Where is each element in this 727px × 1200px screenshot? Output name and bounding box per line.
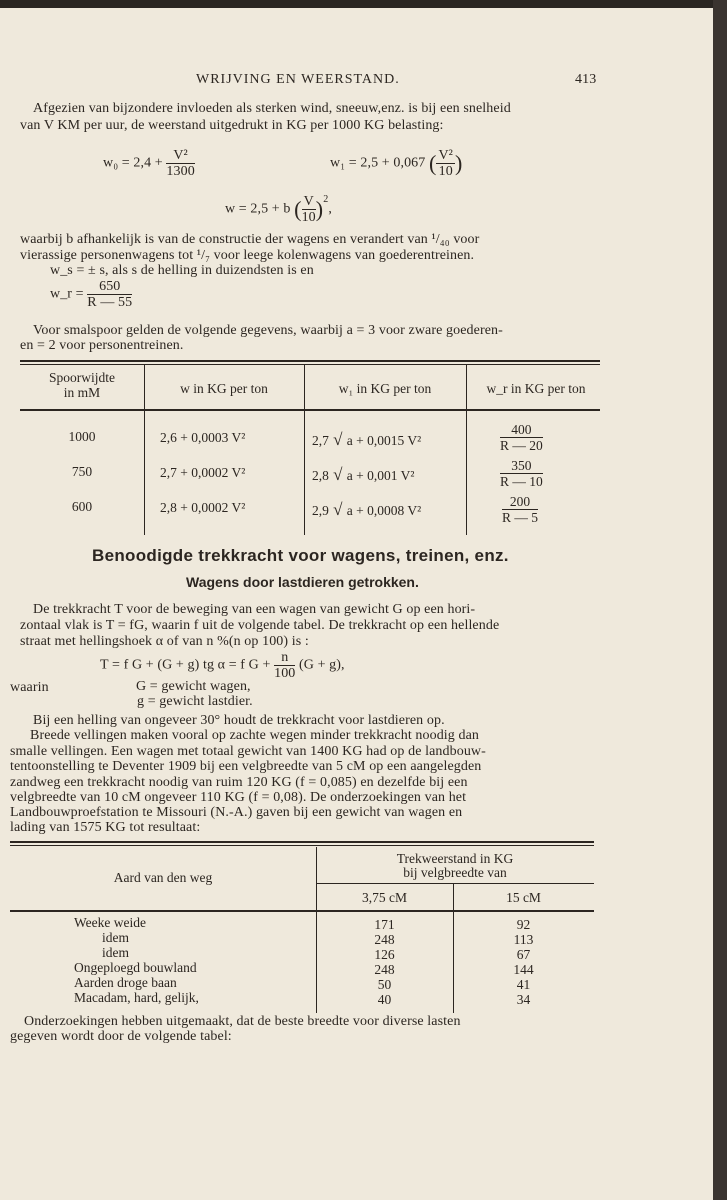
waarin-label: waarin: [10, 680, 49, 695]
formula-w: w = 2,5 + b ( $\frac{V}{10}$ )$^2$,: [225, 194, 332, 225]
narrow-line-2: en = 2 voor personentreinen.: [20, 338, 184, 353]
w-denominator: 10: [301, 210, 316, 225]
table1-top-rule: [20, 360, 600, 362]
w-lhs: w = 2,5 + b: [225, 201, 291, 217]
table1-gauge: 750: [71, 464, 93, 479]
definition-G: G = gewicht wagen,: [136, 679, 251, 694]
para2-line-7: Landbouwproefstation te Missouri (N.-A.) gaven bij een gewicht van wagen en: [10, 805, 463, 820]
formula-wr: [50, 279, 132, 310]
table1-w1: 2,7 √ a + 0,0015 V²: [312, 430, 422, 449]
w0-denominator: 1300: [166, 164, 195, 179]
trek-line-1: De trekkracht T voor de beweging van een wagen van gewicht G op een hori-: [33, 602, 476, 617]
para2-line-3: smalle vellingen. Een wagen met totaal gewicht van 1400 KG had op de landbouw-: [10, 744, 486, 759]
table2-top-rule-thin: [10, 845, 594, 846]
section-subheading: Wagens door lastdieren getrokken.: [186, 574, 419, 590]
table2-col-375: 3,75 cM: [362, 890, 407, 905]
table1-w: 2,7 + 0,0002 V²: [160, 465, 246, 480]
table1-wr: $\frac{200}{R — 5}$: [502, 494, 539, 525]
table2-top-rule: [10, 841, 594, 843]
para2-line-1: Bij een helling van ongeveer 30° houdt de trekkracht voor lastdieren op.: [33, 713, 445, 728]
table1-top-rule-thin: [20, 364, 600, 365]
formula-w1: w₁ = 2,5 + 0,067 ( $\frac{\text{V²}}{10}$ ): [330, 148, 463, 179]
table1-w: 2,6 + 0,0003 V²: [160, 430, 246, 445]
table2-value: 67: [516, 947, 531, 962]
wr-lhs: w_r =: [50, 286, 84, 302]
formula-w0: [103, 148, 195, 179]
table2-value: 50: [377, 977, 392, 992]
table1-w1: 2,8 √ a + 0,001 V²: [312, 465, 415, 484]
table2-value: 92: [516, 917, 531, 932]
table1-wr: $\frac{350}{R — 10}$: [500, 458, 543, 489]
w-numerator: V: [303, 194, 314, 209]
table1-w1: 2,9 √ a + 0,0008 V²: [312, 500, 422, 519]
table1-header-wr: w_r in KG per ton: [486, 381, 586, 396]
running-head: WRIJVING EN WEERSTAND.: [196, 72, 400, 87]
table2-value: 171: [374, 917, 395, 932]
closing-line-1: Onderzoekingen hebben uitgemaakt, dat de beste breedte voor diverse lasten: [24, 1014, 461, 1029]
table1-header-gauge-unit: in mM: [63, 385, 101, 400]
T-denominator: 100: [274, 666, 296, 681]
closing-line-2: gegeven wordt door de volgende tabel:: [10, 1029, 232, 1044]
para2-line-2: Breede vellingen maken vooral op zachte wegen minder trekkracht noodig dan: [30, 728, 480, 743]
intro-line-1: Afgezien van bijzondere invloeden als sterken wind, sneeuw,enz. is bij een snelheid: [33, 101, 511, 116]
table2-road: idem: [102, 930, 129, 945]
table2-header-resistance: Trekweerstand in KG: [396, 851, 514, 866]
table1-header-gauge: Spoorwijdte: [49, 370, 115, 385]
w1-numerator: V²: [438, 148, 453, 163]
table1-wr: $\frac{400}{R — 20}$: [500, 422, 543, 453]
T-rhs: (G + g),: [299, 657, 345, 673]
table2-value: 248: [374, 962, 395, 977]
table1-w: 2,8 + 0,0002 V²: [160, 500, 246, 515]
table2-col-15: 15 cM: [506, 890, 541, 905]
T-fraction: [274, 650, 295, 681]
b-line-1: waarbij b afhankelijk is van de constructie der wagens en verandert van ¹/₄₀ voor: [20, 232, 480, 247]
book-page: [0, 8, 713, 1200]
table2-value: 248: [374, 932, 395, 947]
table2-value: 126: [374, 947, 395, 962]
table2-header-rule: [10, 910, 594, 912]
section-heading: Benoodigde trekkracht voor wagens, treinen, enz.: [92, 546, 509, 565]
b-line-2: vierassige personenwagens tot ¹/₇ voor leege kolenwagens van goederentreinen.: [20, 248, 475, 263]
T-numerator: n: [274, 650, 295, 666]
table2-value: 34: [516, 992, 531, 1007]
table2-value: 41: [516, 977, 531, 992]
narrow-line-1: Voor smalspoor gelden de volgende gegevens, waarbij a = 3 voor zware goederen-: [33, 323, 503, 338]
table2-value: 144: [513, 962, 534, 977]
intro-line-2: van V KM per uur, de weerstand uitgedrukt in KG per 1000 KG belasting:: [20, 118, 444, 133]
table2-road: Aarden droge baan: [74, 975, 177, 990]
w1-fraction: [436, 148, 455, 179]
para2-line-5: zandweg een trekkracht noodig van ruim 120 KG (f = 0,085) en dezelfde bij een: [10, 775, 468, 790]
w0-fraction: [166, 148, 194, 179]
table2-subheader-rule: [317, 883, 594, 884]
table2-road: idem: [102, 945, 129, 960]
table2-value: 113: [513, 932, 534, 947]
trek-line-3: straat met hellingshoek α of van n %(n op 100) is :: [20, 634, 309, 649]
table2-header-road: Aard van den weg: [113, 870, 213, 885]
wr-numerator: 650: [87, 279, 132, 295]
w0-lhs: w₀ = 2,4 +: [103, 155, 163, 171]
w0-numerator: V²: [166, 148, 194, 164]
page-number: 413: [575, 72, 597, 87]
table1-gauge: 600: [71, 499, 93, 514]
w-exponent: 2: [323, 194, 329, 205]
trek-line-2: zontaal vlak is T = fG, waarin f uit de volgende tabel. De trekkracht op een hellende: [20, 618, 500, 633]
table2-header-width: bij velgbreedte van: [403, 865, 507, 880]
wr-fraction: [87, 279, 132, 310]
table2-road: Macadam, hard, gelijk,: [74, 990, 199, 1005]
para2-line-6: velgbreedte van 10 cM ongeveer 110 KG (f = 0,08). De onderzoekingen van het: [10, 790, 467, 805]
para2-line-8: lading van 1575 KG tot resultaat:: [10, 820, 201, 835]
table1-header-rule: [20, 409, 600, 411]
T-lhs: T = f G + (G + g) tg α = f G +: [100, 657, 271, 673]
table1-header-w1: w₁ in KG per ton: [338, 381, 432, 396]
para2-line-4: tentoonstelling te Deventer 1909 bij een velgbreedte van 5 cM op een aangelegden: [10, 759, 482, 774]
w-fraction: [302, 194, 316, 225]
table2-road: Ongeploegd bouwland: [74, 960, 197, 975]
w1-denominator: 10: [438, 164, 453, 179]
definition-g: g = gewicht lastdier.: [137, 694, 253, 709]
table2-road: Weeke weide: [74, 915, 146, 930]
book-edge: [713, 0, 727, 1200]
table1-header-w: w in KG per ton: [180, 381, 268, 396]
table1-gauge: 1000: [68, 429, 96, 444]
formula-T: [100, 650, 345, 681]
wr-denominator: R — 55: [87, 295, 133, 310]
w1-lhs: w₁ = 2,5 + 0,067: [330, 155, 426, 171]
table2-value: 40: [377, 992, 392, 1007]
formula-ws: w_s = ± s, als s de helling in duizendsten is en: [50, 263, 314, 278]
